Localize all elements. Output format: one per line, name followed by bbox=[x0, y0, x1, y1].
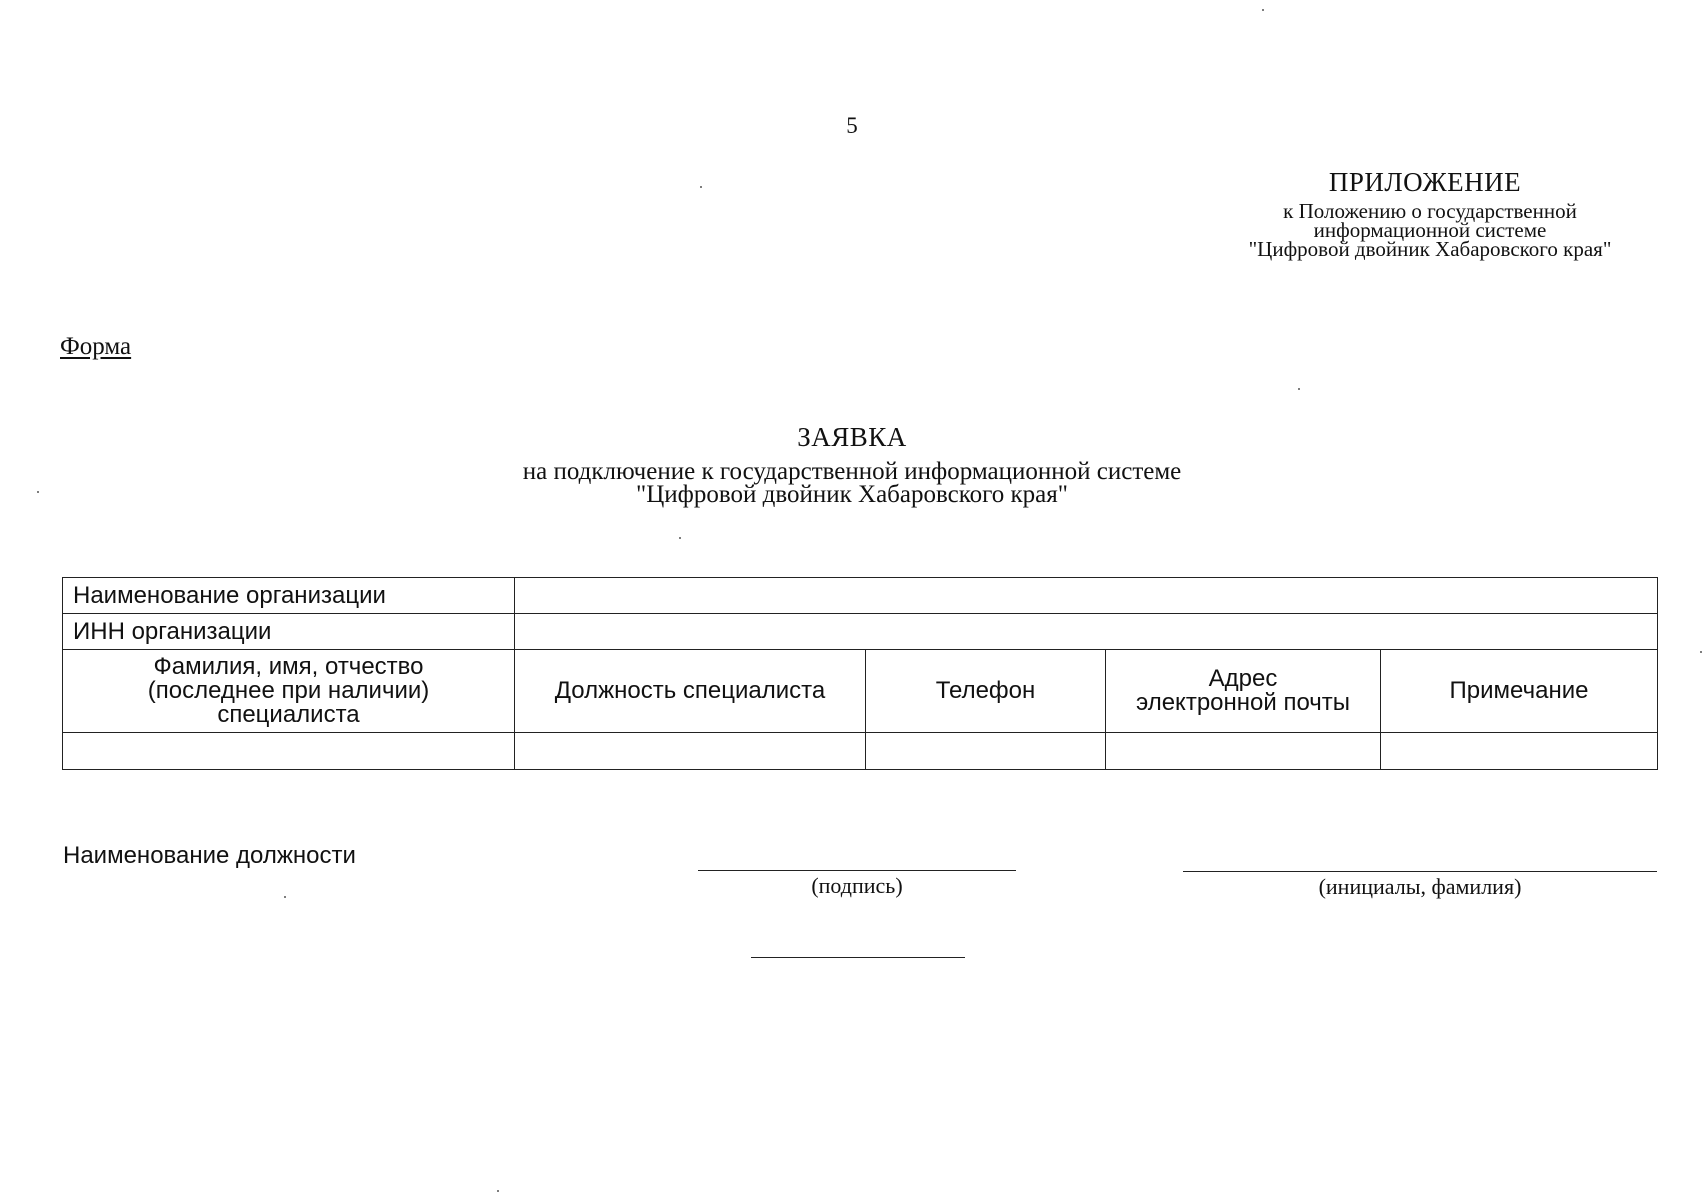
cell-position[interactable] bbox=[515, 733, 866, 770]
scan-speck bbox=[1298, 388, 1300, 390]
header-line: (последнее при наличии) bbox=[147, 677, 430, 704]
header-line: Фамилия, имя, отчество bbox=[153, 653, 424, 680]
cell-phone[interactable] bbox=[866, 733, 1106, 770]
cell-note[interactable] bbox=[1381, 733, 1658, 770]
header-line: Должность специалиста bbox=[554, 677, 826, 704]
signature-line[interactable] bbox=[698, 870, 1016, 871]
form-label: Форма bbox=[60, 333, 132, 360]
table-header-row bbox=[63, 650, 1658, 733]
org-name-label: Наименование организации bbox=[63, 578, 515, 614]
cell-email[interactable] bbox=[1106, 733, 1381, 770]
org-inn-field[interactable] bbox=[515, 614, 1658, 650]
scan-speck bbox=[679, 537, 681, 539]
scan-speck bbox=[1700, 651, 1702, 653]
header-note bbox=[1381, 650, 1658, 733]
request-subtitle-line: "Цифровой двойник Хабаровского края" bbox=[636, 481, 1068, 508]
org-inn-row bbox=[63, 614, 1658, 650]
page-number: 5 bbox=[846, 113, 858, 138]
header-full-name bbox=[63, 650, 515, 733]
table-row bbox=[63, 733, 1658, 770]
header-line: специалиста bbox=[217, 701, 360, 728]
scan-speck bbox=[1262, 9, 1264, 11]
header-position bbox=[515, 650, 866, 733]
header-email bbox=[1106, 650, 1381, 733]
appendix-title: ПРИЛОЖЕНИЕ bbox=[1328, 167, 1522, 197]
header-phone bbox=[866, 650, 1106, 733]
scan-speck bbox=[37, 491, 39, 493]
request-title: ЗАЯВКА bbox=[797, 422, 907, 452]
header-line: Адрес bbox=[1208, 665, 1278, 692]
application-table bbox=[62, 577, 1658, 770]
signature-caption: (подпись) bbox=[811, 873, 903, 898]
scan-speck bbox=[284, 896, 286, 898]
scan-speck bbox=[700, 186, 702, 188]
initials-line[interactable] bbox=[1183, 871, 1657, 872]
end-divider bbox=[751, 957, 965, 958]
request-subtitle bbox=[0, 460, 1704, 506]
appendix-line: к Положению о государственной bbox=[1283, 199, 1577, 223]
org-name-field[interactable] bbox=[515, 578, 1658, 614]
scan-speck bbox=[497, 1190, 499, 1192]
header-line: электронной почты bbox=[1135, 689, 1351, 716]
request-subtitle-line: на подключение к государственной информационной системе bbox=[522, 458, 1182, 485]
cell-full-name[interactable] bbox=[63, 733, 515, 770]
header-line: Телефон bbox=[935, 677, 1036, 704]
header-line: Примечание bbox=[1449, 677, 1589, 704]
initials-caption: (инициалы, фамилия) bbox=[1318, 874, 1522, 899]
appendix-subtitle bbox=[1190, 199, 1670, 261]
appendix-line: "Цифровой двойник Хабаровского края" bbox=[1248, 237, 1612, 261]
org-name-row bbox=[63, 578, 1658, 614]
position-label: Наименование должности bbox=[63, 842, 356, 869]
appendix-line: информационной системе bbox=[1313, 218, 1547, 242]
org-inn-label: ИНН организации bbox=[63, 614, 515, 650]
